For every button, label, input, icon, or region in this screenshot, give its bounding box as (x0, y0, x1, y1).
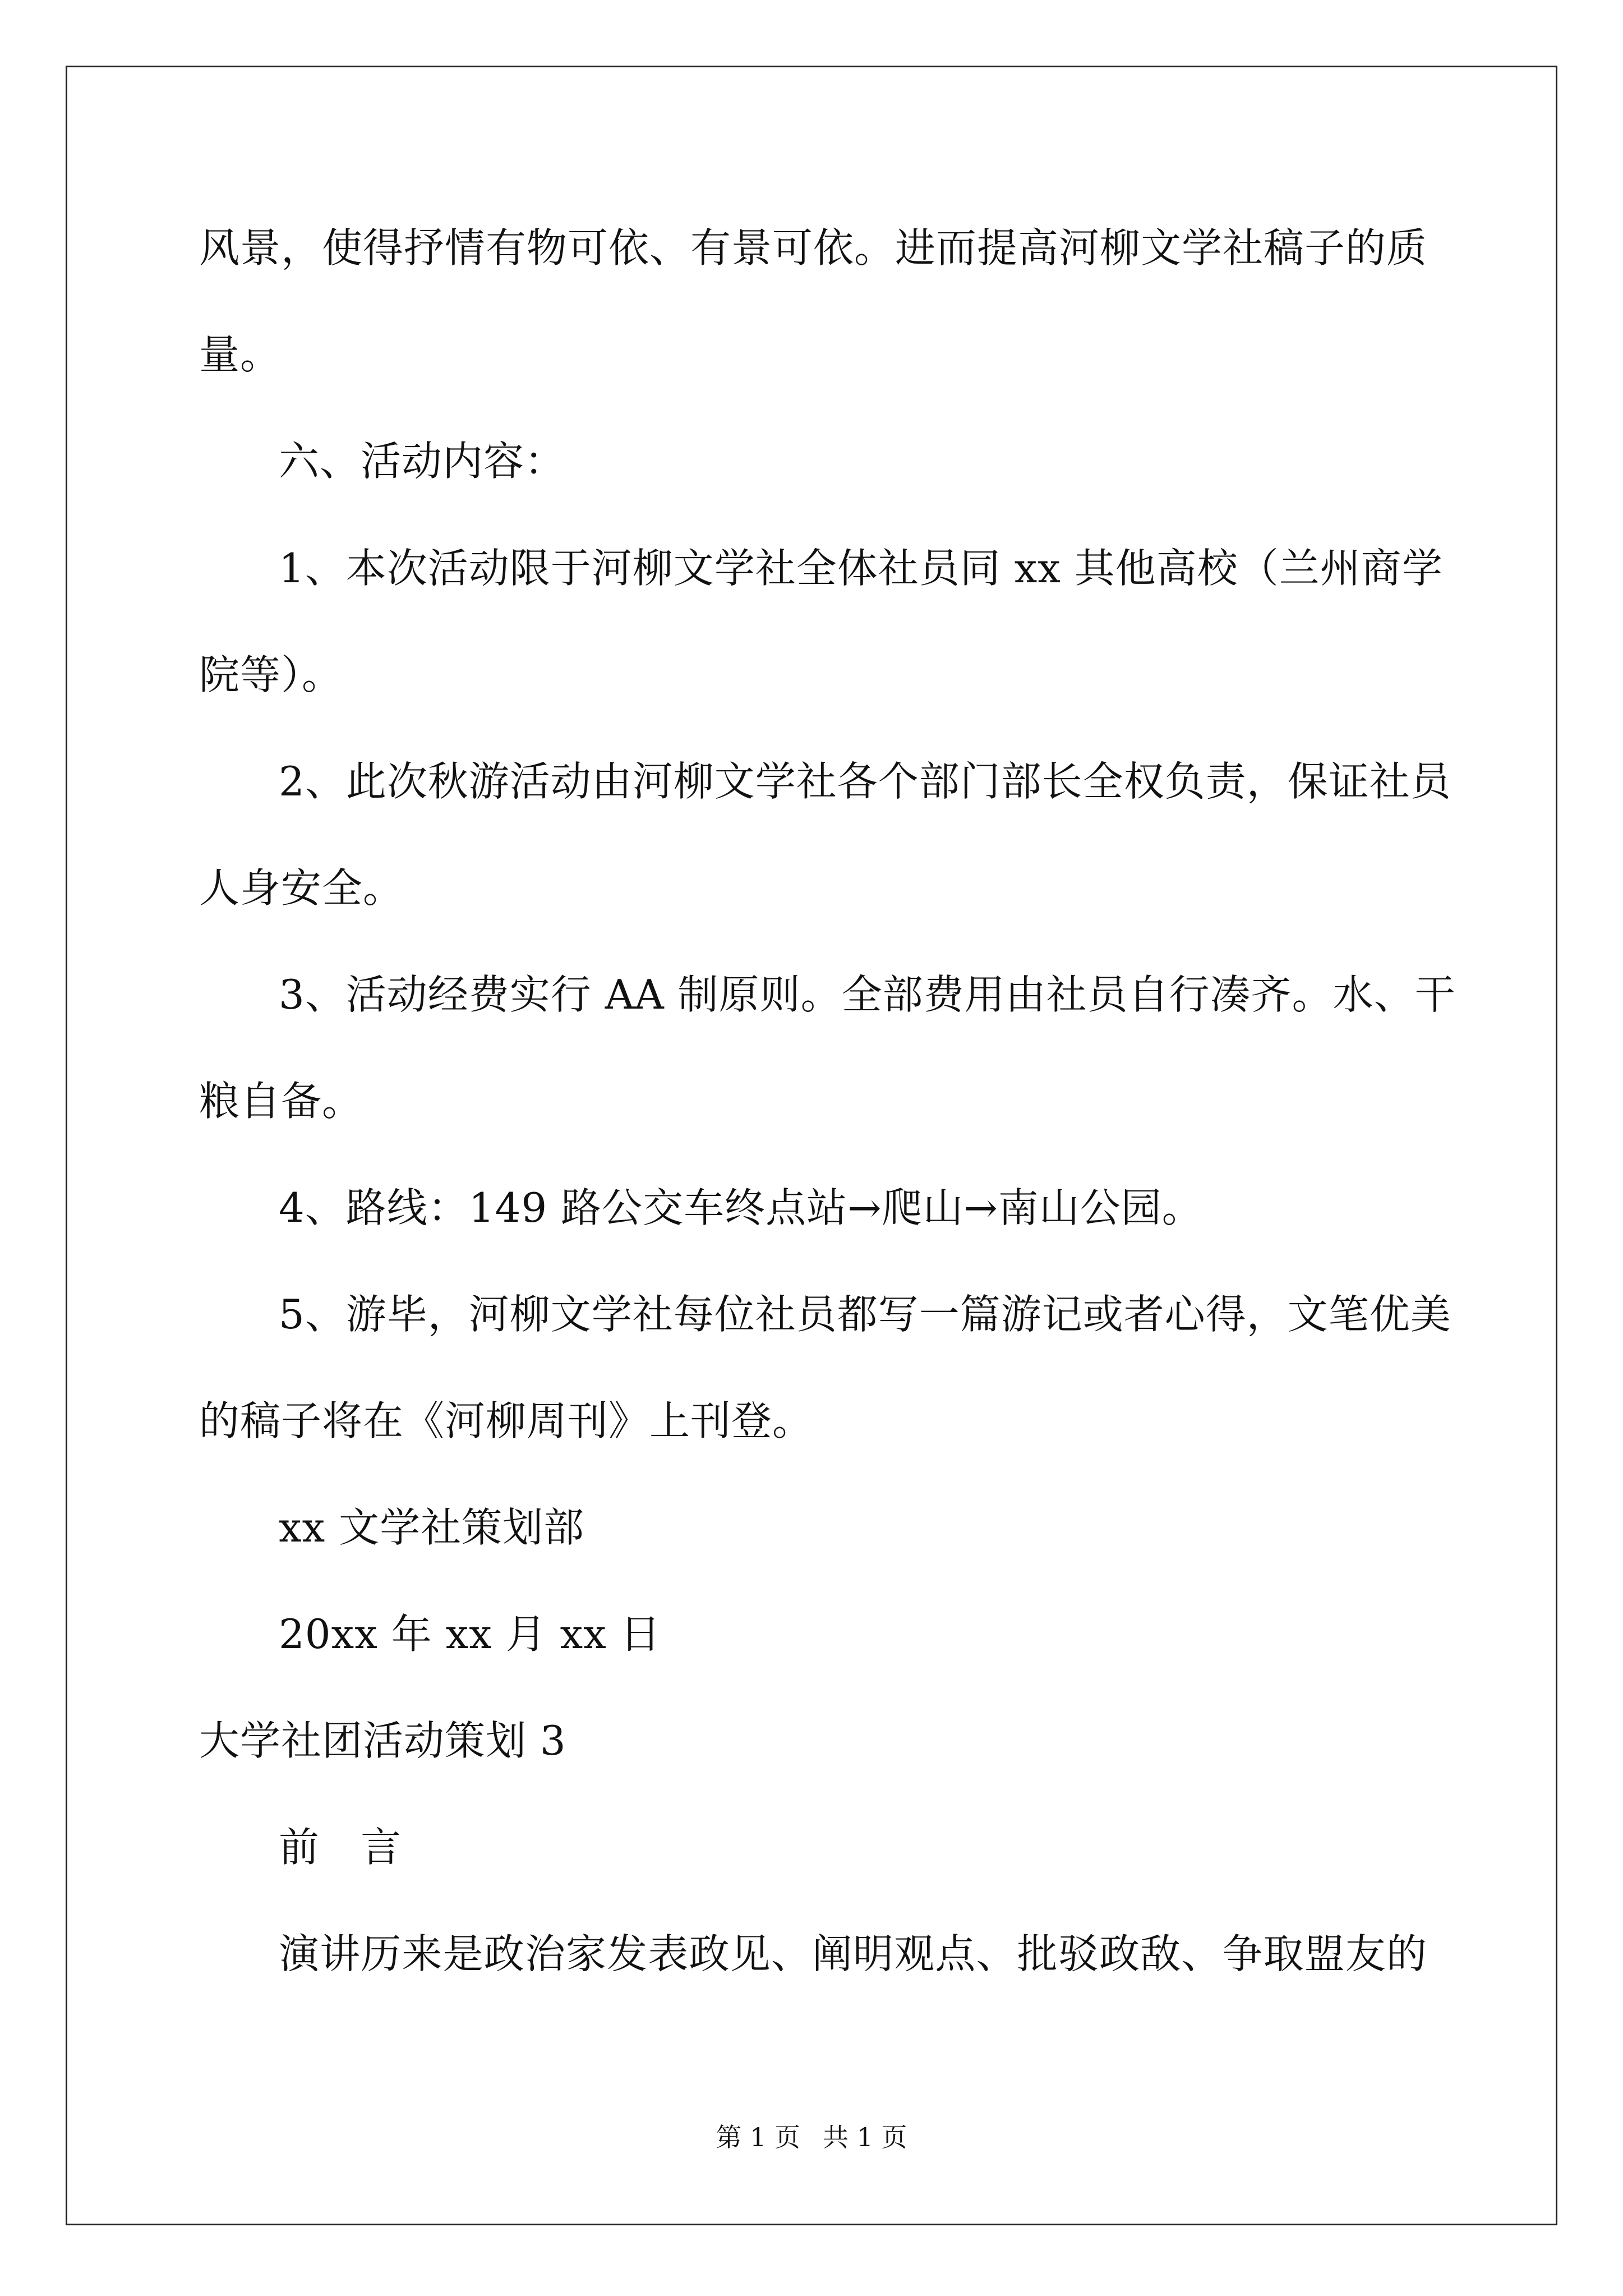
text-line: 的稿子将在《河柳周刊》上刊登。 (199, 1397, 814, 1444)
text-line: 风景，使得抒情有物可依、有景可依。进而提高河柳文学社稿子的质 (199, 224, 1428, 272)
page-number-current: 第 1 页 (716, 2122, 800, 2152)
page-footer (0, 2120, 1623, 2154)
text-line: 粮自备。 (199, 1078, 363, 1125)
text-line: 演讲历来是政治家发表政见、阐明观点、批驳政敌、争取盟友的 (279, 1930, 1427, 1977)
page-border (66, 66, 1557, 2225)
text-line: 人身安全。 (199, 864, 404, 912)
signature-date: 20xx 年 xx 月 xx 日 (279, 1611, 661, 1658)
section-heading: 前 言 (279, 1824, 402, 1871)
text-line: 院等）。 (199, 651, 343, 698)
document-heading: 大学社团活动策划 3 (199, 1717, 566, 1764)
page-number-total: 共 1 页 (823, 2122, 907, 2152)
section-heading: 六、活动内容： (279, 438, 566, 485)
text-line: 4、路线：149 路公交车终点站→爬山→南山公园。 (279, 1184, 1203, 1231)
text-line: 2、此次秋游活动由河柳文学社各个部门部长全权负责，保证社员 (279, 758, 1451, 805)
text-line: 5、游毕，河柳文学社每位社员都写一篇游记或者心得，文笔优美 (279, 1291, 1451, 1338)
text-line: 3、活动经费实行 AA 制原则。全部费用由社员自行凑齐。水、干 (279, 971, 1456, 1018)
text-line: 1、本次活动限于河柳文学社全体社员同 xx 其他高校（兰州商学 (279, 545, 1443, 592)
signature-department: xx 文学社策划部 (279, 1504, 585, 1551)
text-line: 量。 (199, 331, 282, 378)
